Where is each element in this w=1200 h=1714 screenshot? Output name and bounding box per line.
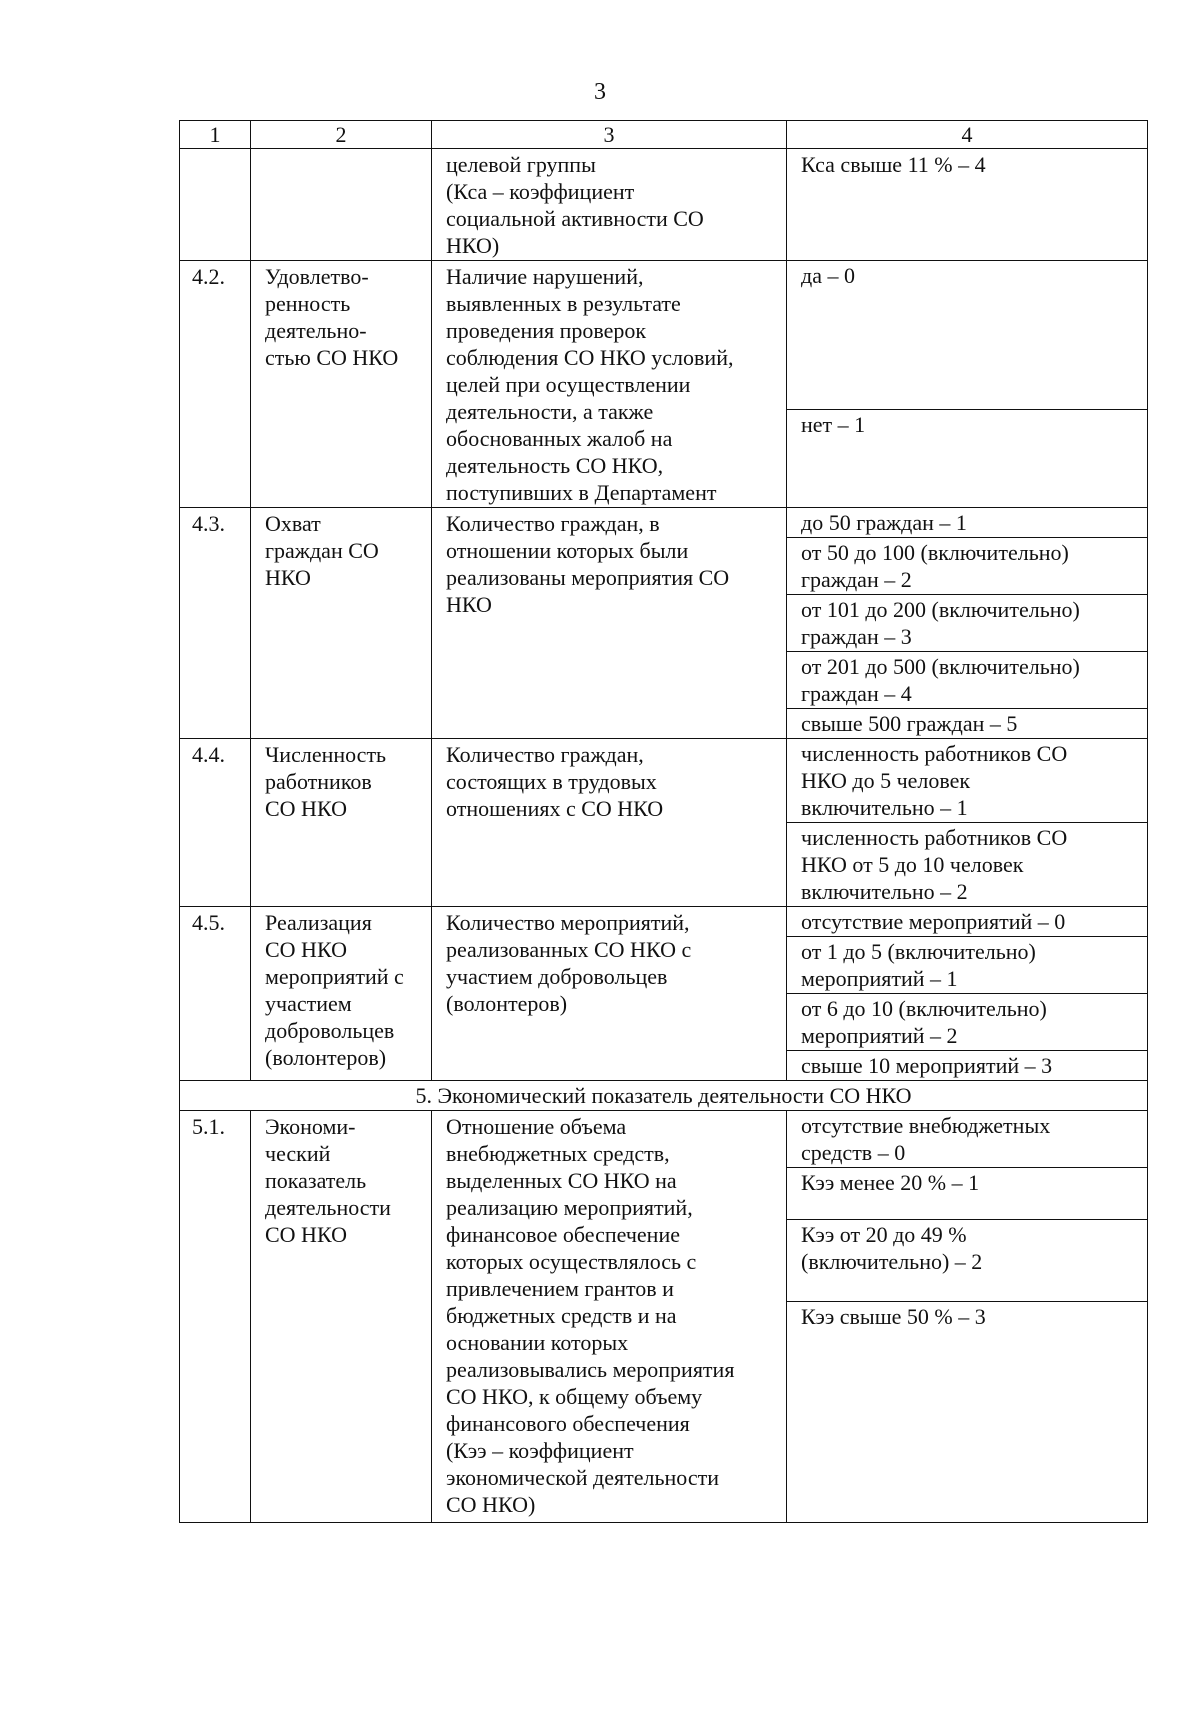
score-cell xyxy=(787,508,1148,739)
score-text xyxy=(787,1168,1147,1220)
text-line: целей при осуществлении xyxy=(446,372,691,397)
text-line: от 1 до 5 (включительно) xyxy=(801,939,1036,964)
score-list xyxy=(787,508,1147,738)
text-line: финансовое обеспечение xyxy=(446,1222,680,1247)
text-line: численность работников СО xyxy=(801,741,1068,766)
text-line: добровольцев xyxy=(265,1018,395,1043)
text-line: мероприятий – 2 xyxy=(801,1023,958,1048)
name-cell xyxy=(251,149,432,261)
text-line: внебюджетных средств, xyxy=(446,1141,670,1166)
text-line: (включительно) – 2 xyxy=(801,1249,983,1274)
row-number: 5.1. xyxy=(180,1111,251,1523)
text-line: Реализация xyxy=(265,910,372,935)
page-number: 3 xyxy=(594,79,606,105)
table-row xyxy=(180,261,1148,508)
text-line: свыше 500 граждан – 5 xyxy=(801,711,1018,736)
text-line: основании которых xyxy=(446,1330,629,1355)
text-line: НКО) xyxy=(446,233,500,258)
text-line: Кээ менее 20 % – 1 xyxy=(801,1170,980,1195)
text-line: ренность xyxy=(265,291,351,316)
indicator-description xyxy=(432,907,787,1081)
text-line: средств – 0 xyxy=(801,1140,906,1165)
text-line: мероприятий с xyxy=(265,964,404,989)
score-item xyxy=(787,595,1147,652)
text-line: включительно – 1 xyxy=(801,795,968,820)
row-number: 4.5. xyxy=(180,907,251,1081)
text-line: Кээ от 20 до 49 % xyxy=(801,1222,967,1247)
text-line: деятельности, а также xyxy=(446,399,654,424)
indicator-name xyxy=(251,1111,432,1523)
table-row xyxy=(180,508,1148,739)
text-line: целевой группы xyxy=(446,152,596,177)
score-cell xyxy=(787,739,1148,907)
text-line: бюджетных средств и на xyxy=(446,1303,677,1328)
header-col-1: 1 xyxy=(180,121,251,149)
indicator-description xyxy=(432,1111,787,1523)
text-line: отношениях с СО НКО xyxy=(446,796,664,821)
text-line: Экономи- xyxy=(265,1114,356,1139)
text-line: (Кса – коэффициент xyxy=(446,179,635,204)
text-line: от 101 до 200 (включительно) xyxy=(801,597,1080,622)
score-text: да – 0 xyxy=(801,263,855,288)
text-line: реализованных СО НКО с xyxy=(446,937,692,962)
score-cell xyxy=(787,261,1148,508)
text-line: СО НКО xyxy=(265,937,347,962)
score-text xyxy=(787,652,1147,709)
text-line: Численность xyxy=(265,742,387,767)
text-line: НКО xyxy=(265,565,311,590)
score-list xyxy=(787,907,1147,1080)
score-list xyxy=(787,261,1147,439)
score-item xyxy=(787,823,1147,907)
text-line: ческий xyxy=(265,1141,331,1166)
score-item xyxy=(787,1111,1147,1168)
text-line: соблюдения СО НКО условий, xyxy=(446,345,734,370)
section-title: 5. Экономический показатель деятельности СО НКО xyxy=(180,1081,1148,1111)
table-header-row xyxy=(180,121,1148,149)
text-line: от 50 до 100 (включительно) xyxy=(801,540,1069,565)
text-line: Отношение объема xyxy=(446,1114,627,1139)
score-text xyxy=(787,994,1147,1051)
header-col-4: 4 xyxy=(787,121,1148,149)
indicator-description xyxy=(432,261,787,508)
text-line: привлечением грантов и xyxy=(446,1276,674,1301)
text-line: финансового обеспечения xyxy=(446,1411,690,1436)
text-line: показатель xyxy=(265,1168,367,1193)
score-text xyxy=(787,907,1147,937)
score-item xyxy=(787,1051,1147,1081)
score-item xyxy=(787,538,1147,595)
number-cell xyxy=(180,149,251,261)
score-list xyxy=(787,1111,1147,1522)
indicator-name xyxy=(251,508,432,739)
text-line: стью СО НКО xyxy=(265,345,399,370)
text-line: выделенных СО НКО на xyxy=(446,1168,677,1193)
score-item xyxy=(787,261,1147,409)
text-line: экономической деятельности xyxy=(446,1465,719,1490)
header-col-3: 3 xyxy=(432,121,787,149)
text-line: СО НКО xyxy=(265,796,347,821)
table-row xyxy=(180,907,1148,1081)
score-text xyxy=(787,937,1147,994)
row-number: 4.2. xyxy=(180,261,251,508)
score-list xyxy=(787,739,1147,906)
text-line: НКО xyxy=(446,592,492,617)
indicator-description xyxy=(432,508,787,739)
text-line: работников xyxy=(265,769,372,794)
text-line: состоящих в трудовых xyxy=(446,769,657,794)
text-line: (волонтеров) xyxy=(265,1045,387,1070)
criteria-table xyxy=(179,120,1148,1523)
score-item xyxy=(787,1168,1147,1220)
indicator-name xyxy=(251,907,432,1081)
text-line: реализовывались мероприятия xyxy=(446,1357,735,1382)
text-line: реализованы мероприятия СО xyxy=(446,565,730,590)
score-item xyxy=(787,709,1147,739)
score-item xyxy=(787,508,1147,538)
text-line: поступивших в Департамент xyxy=(446,480,717,505)
text-line: СО НКО, к общему объему xyxy=(446,1384,703,1409)
score-item xyxy=(787,1302,1147,1522)
score-cell xyxy=(787,1111,1148,1523)
table-row xyxy=(180,739,1148,907)
text-line: выявленных в результате xyxy=(446,291,681,316)
score-item xyxy=(787,409,1147,439)
text-line: Удовлетво- xyxy=(265,264,369,289)
score-text xyxy=(787,709,1147,739)
score-text: нет – 1 xyxy=(787,409,1147,439)
text-line: проведения проверок xyxy=(446,318,647,343)
text-line: Наличие нарушений, xyxy=(446,264,644,289)
text-line: включительно – 2 xyxy=(801,879,968,904)
text-line: граждан – 4 xyxy=(801,681,912,706)
indicator-name xyxy=(251,739,432,907)
text-line: социальной активности СО xyxy=(446,206,704,231)
indicator-name xyxy=(251,261,432,508)
text-line: отсутствие внебюджетных xyxy=(801,1113,1051,1138)
text-line: НКО от 5 до 10 человек xyxy=(801,852,1024,877)
score-text xyxy=(787,1111,1147,1168)
text-line: Количество граждан, xyxy=(446,742,644,767)
text-line: граждан – 3 xyxy=(801,624,912,649)
text-line: деятельно- xyxy=(265,318,367,343)
text-line: деятельность СО НКО, xyxy=(446,453,664,478)
text-line: от 201 до 500 (включительно) xyxy=(801,654,1080,679)
score-text xyxy=(787,538,1147,595)
text-line: обоснованных жалоб на xyxy=(446,426,673,451)
text-line: отношении которых были xyxy=(446,538,689,563)
text-line: реализацию мероприятий, xyxy=(446,1195,693,1220)
description-cell xyxy=(432,149,787,261)
score-cell: Кса свыше 11 % – 4 xyxy=(787,149,1148,261)
score-text xyxy=(787,1220,1147,1302)
table-row xyxy=(180,1111,1148,1523)
score-text xyxy=(787,1302,1147,1522)
text-line: (Кээ – коэффициент xyxy=(446,1438,634,1463)
text-line: до 50 граждан – 1 xyxy=(801,510,967,535)
score-text xyxy=(787,508,1147,538)
text-line: отсутствие мероприятий – 0 xyxy=(801,909,1066,934)
text-line: НКО до 5 человек xyxy=(801,768,971,793)
score-text xyxy=(787,1051,1147,1081)
text-line: деятельности xyxy=(265,1195,391,1220)
section-row xyxy=(180,1081,1148,1111)
text-line: (волонтеров) xyxy=(446,991,568,1016)
row-number: 4.3. xyxy=(180,508,251,739)
score-item xyxy=(787,937,1147,994)
score-item xyxy=(787,907,1147,937)
text-line: граждан СО xyxy=(265,538,379,563)
score-cell xyxy=(787,907,1148,1081)
score-item xyxy=(787,652,1147,709)
score-text xyxy=(787,823,1147,907)
text-line: Охват xyxy=(265,511,321,536)
score-item xyxy=(787,739,1147,823)
text-line: от 6 до 10 (включительно) xyxy=(801,996,1047,1021)
score-item xyxy=(787,994,1147,1051)
row-number: 4.4. xyxy=(180,739,251,907)
table-row-continuation xyxy=(180,149,1148,261)
text-line: численность работников СО xyxy=(801,825,1068,850)
score-text xyxy=(787,595,1147,652)
text-line: СО НКО xyxy=(265,1222,347,1247)
score-text xyxy=(787,739,1147,823)
text-line: свыше 10 мероприятий – 3 xyxy=(801,1053,1053,1078)
text-line: участием добровольцев xyxy=(446,964,668,989)
text-line: Количество мероприятий, xyxy=(446,910,690,935)
text-line: Количество граждан, в xyxy=(446,511,660,536)
score-item xyxy=(787,1220,1147,1302)
text-line: участием xyxy=(265,991,352,1016)
indicator-description xyxy=(432,739,787,907)
text-line: Кээ свыше 50 % – 3 xyxy=(801,1304,986,1329)
text-line: которых осуществлялось с xyxy=(446,1249,697,1274)
text-line: СО НКО) xyxy=(446,1492,536,1517)
text-line: граждан – 2 xyxy=(801,567,912,592)
header-col-2: 2 xyxy=(251,121,432,149)
text-line: мероприятий – 1 xyxy=(801,966,958,991)
